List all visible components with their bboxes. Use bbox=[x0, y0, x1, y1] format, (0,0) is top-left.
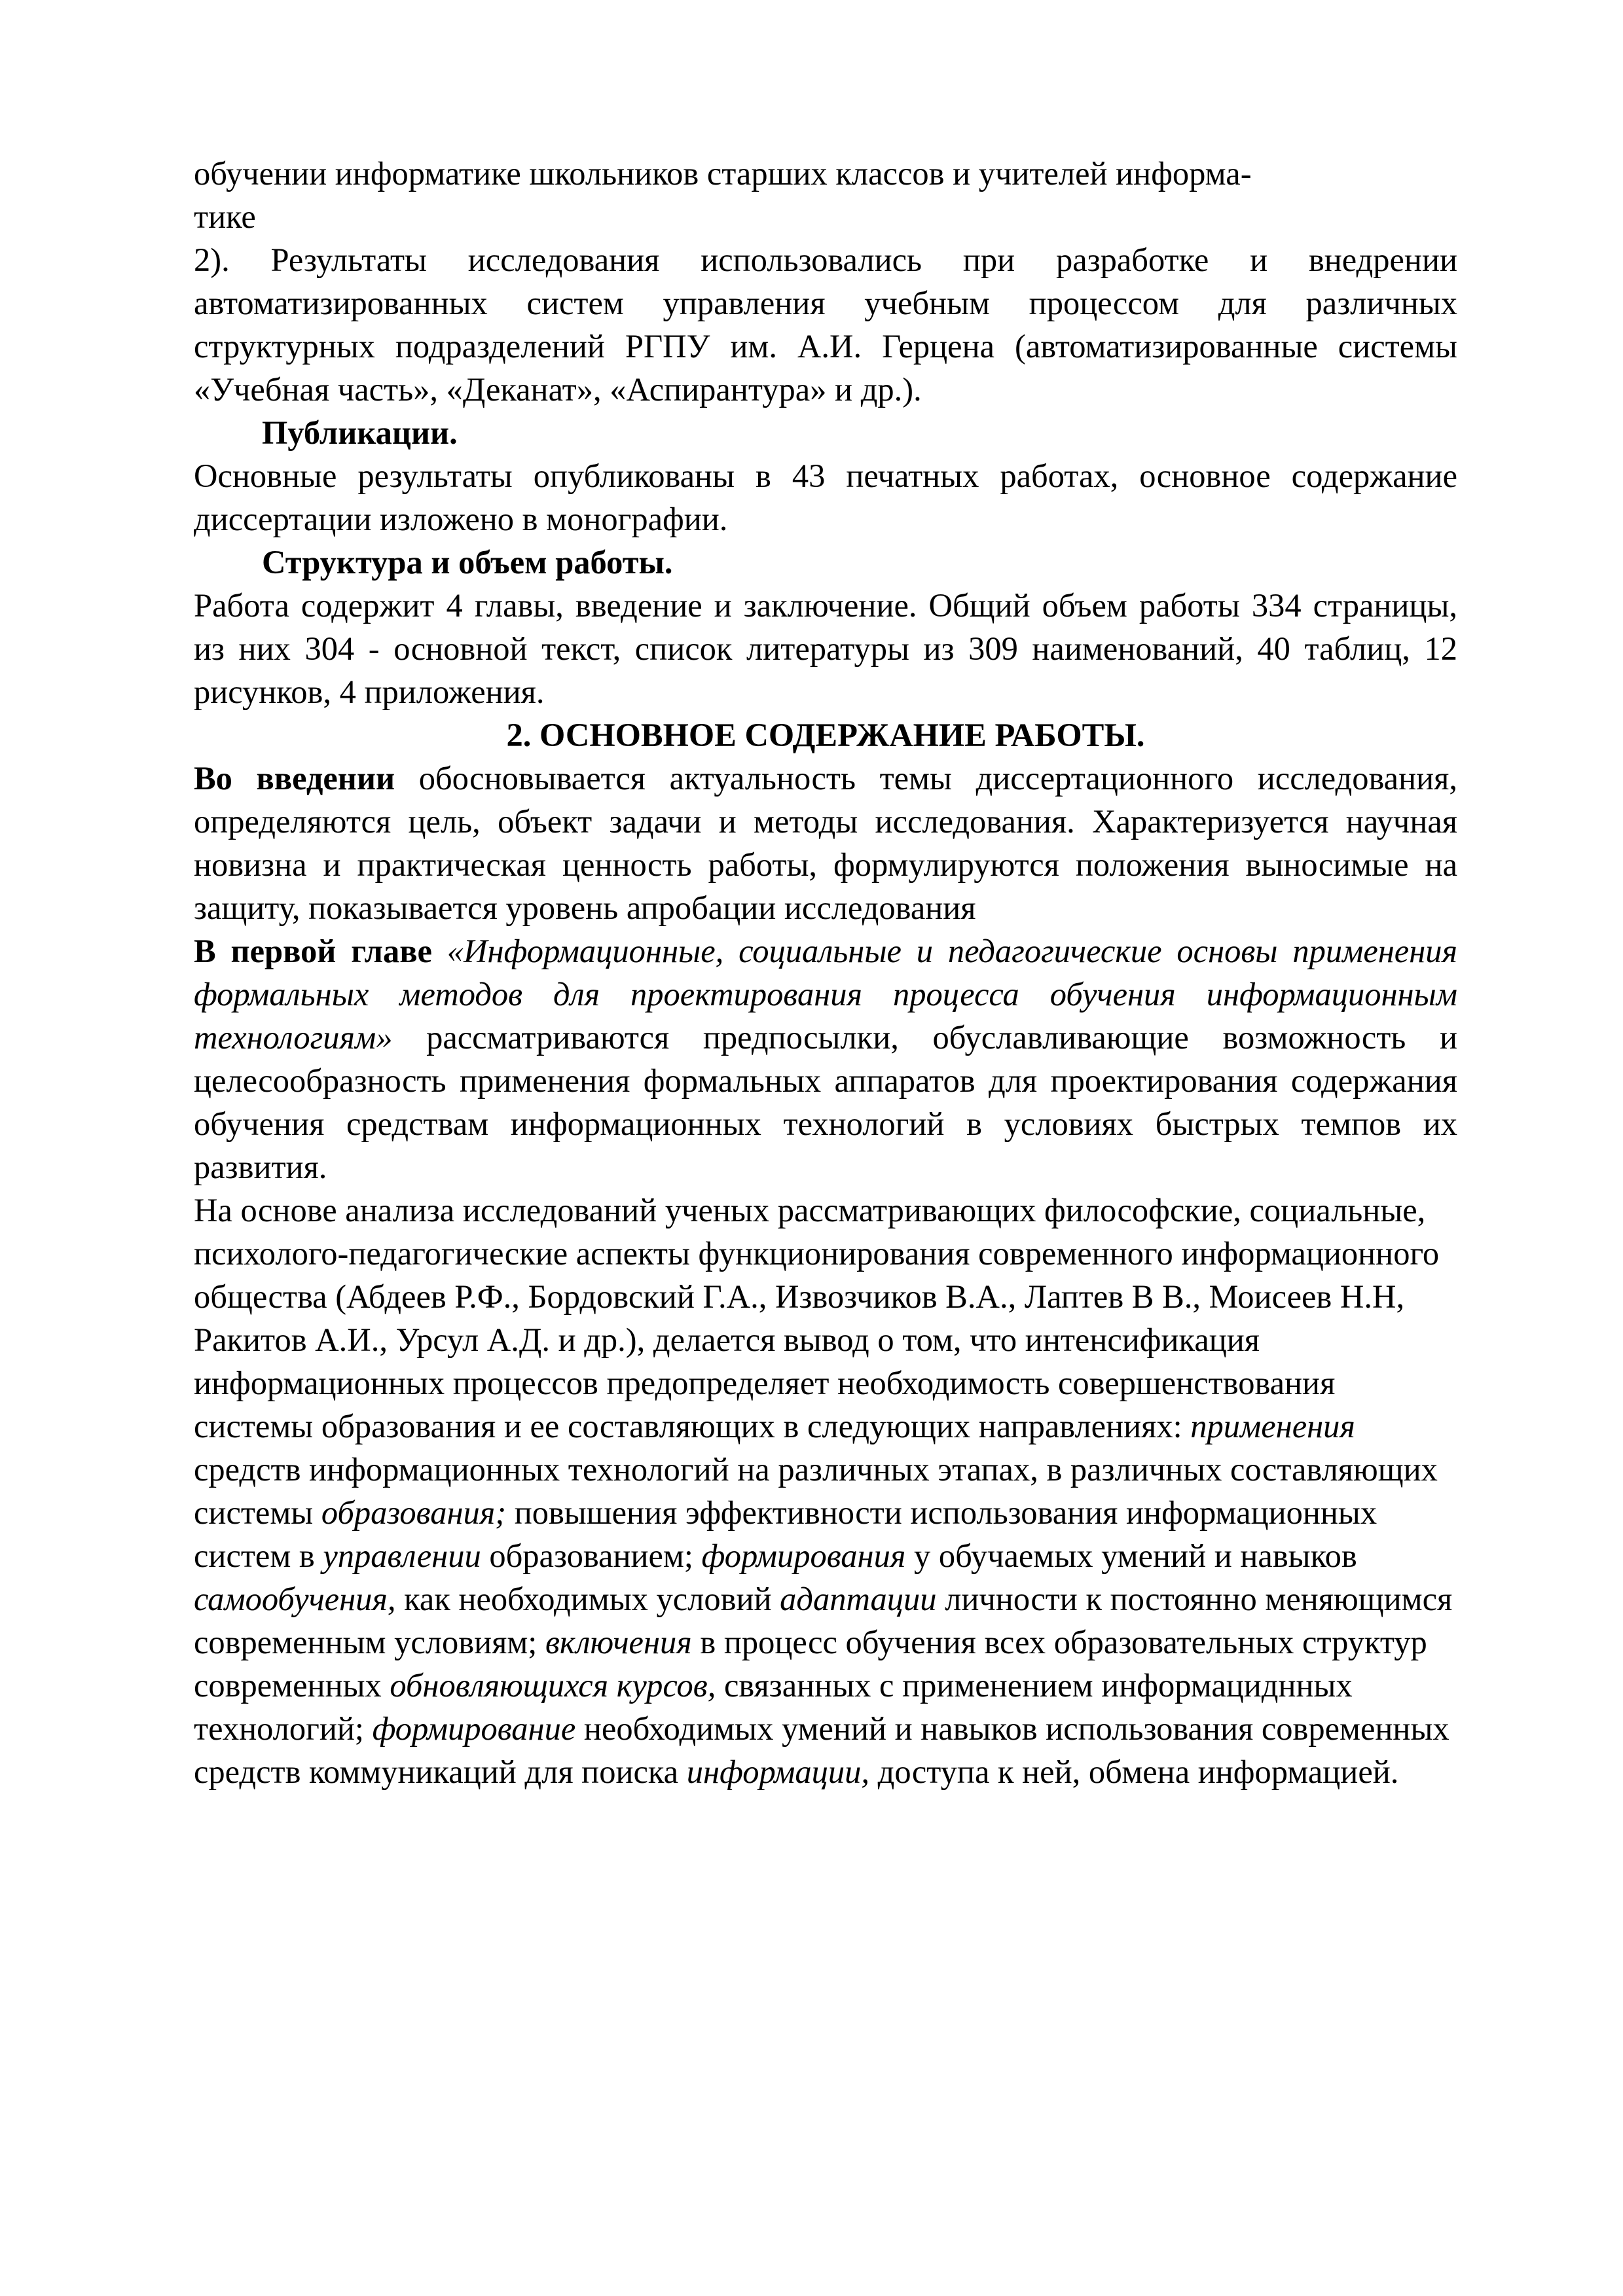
text-run: у обучаемых умений и навыков bbox=[905, 1537, 1357, 1574]
section-title: 2. ОСНОВНОЕ СОДЕРЖАНИЕ РАБОТЫ. bbox=[506, 717, 1145, 753]
paragraph-analysis bbox=[194, 1189, 1457, 1793]
publications-text: Основные результаты опубликованы в 43 печатных работах, основное содержание диссертации изложено в монографии. bbox=[194, 457, 1457, 537]
emphasis-term: формирования bbox=[701, 1537, 906, 1574]
intro-text: обосновывается актуальность темы диссертационного исследования, определяются цель, объект задачи и методы исследования. Характеризуется научная новизна и практическая ценность работы, формулируются положения выносимые на защиту, показывается уровень апробации исследования bbox=[194, 760, 1457, 926]
chapter-one-text: рассматриваются предпосылки, обуславливающие возможность и целесообразность применения формальных аппаратов для проектирования содержания обучения средствам информационных технологий в условиях быстрых темпов их развития. bbox=[194, 1019, 1457, 1185]
text-run: необходимых умений и навыков использования современных средств коммуникаций для поиска bbox=[194, 1710, 1450, 1790]
continued-line-end: тике bbox=[194, 198, 256, 235]
intro-bold: Во введении bbox=[194, 760, 395, 797]
publications-heading-text: Публикации. bbox=[262, 414, 458, 451]
chapter-one-title: «Информационные, социальные и педагогические основы применения формальных методов для проектирования процесса обучения информационным технологиям» bbox=[194, 933, 1457, 1056]
emphasis-term: управлении bbox=[323, 1537, 481, 1574]
chapter-one-bold: В первой главе bbox=[194, 933, 432, 969]
document-page bbox=[194, 152, 1457, 1793]
emphasis-term: включения bbox=[545, 1624, 692, 1660]
text-run: связанных с применением информациднных технологий; bbox=[194, 1667, 1353, 1747]
structure-heading bbox=[194, 541, 1457, 584]
text-run: средств информационных технологий на различных этапах, в различных составляющих системы bbox=[194, 1451, 1438, 1531]
text-run: повышения эффективности использования информационных систем в bbox=[194, 1494, 1377, 1574]
paragraph-continued bbox=[194, 152, 1457, 238]
structure-heading-text: Структура и объем работы. bbox=[262, 544, 673, 581]
emphasis-term: применения bbox=[1190, 1408, 1355, 1444]
emphasis-term: образования; bbox=[321, 1494, 507, 1531]
structure-text: Работа содержит 4 главы, введение и заключение. Общий объем работы 334 страницы, из них 304 - основной текст, список литературы из 309 наименований, 40 таблиц, 12 рисунков, 4 приложения. bbox=[194, 587, 1457, 710]
continued-line: обучении информатике школьников старших классов и учителей информа- bbox=[194, 155, 1252, 192]
publications-heading bbox=[194, 411, 1457, 454]
paragraph-chapter-one bbox=[194, 929, 1457, 1189]
paragraph-introduction bbox=[194, 757, 1457, 929]
text-run: доступа к ней, обмена информацией. bbox=[869, 1753, 1399, 1790]
emphasis-term: обновляющихся курсов, bbox=[390, 1667, 716, 1704]
text-run: как необходимых условий bbox=[395, 1581, 780, 1617]
emphasis-term: адаптации bbox=[780, 1581, 937, 1617]
emphasis-term: самообучения, bbox=[194, 1581, 396, 1617]
text-run: На основе анализа исследований ученых рассматривающих философские, социальные, психолого-педагогические аспекты функционирования современного информационного общества (Абдеев Р.Ф., Бордовский Г.А., Извозчиков В.А., Лаптев В В., Моисеев Н.Н, Ракитов А.И., Урсул А.Д. и др.), делается вывод о том, что интенсификация информационных процессов предопределяет необходимость совершенствования системы образования и ее составляющих в следующих направлениях: bbox=[194, 1192, 1440, 1444]
paragraph-results: 2). Результаты исследования использовались при разработке и внедрении автоматизированных систем управления учебным процессом для различных структурных подразделений РГПУ им. А.И. Герцена (автоматизированные системы «Учебная часть», «Деканат», «Аспирантура» и др.). bbox=[194, 242, 1457, 408]
emphasis-term: формирование bbox=[372, 1710, 576, 1747]
text-run: образованием; bbox=[481, 1537, 702, 1574]
text-run: в процесс обучения всех образовательных структур современных bbox=[194, 1624, 1427, 1704]
text-run: личности к постоянно меняющимся современным условиям; bbox=[194, 1581, 1453, 1660]
emphasis-term: информации, bbox=[686, 1753, 870, 1790]
